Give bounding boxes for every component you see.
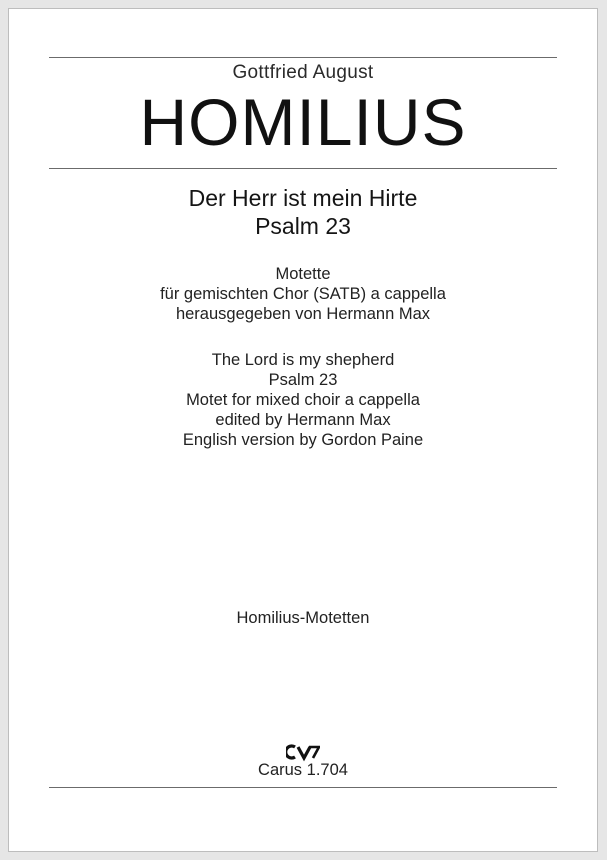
work-title: Der Herr ist mein Hirte	[188, 185, 418, 211]
catalog-number: Carus 1.704	[258, 761, 348, 779]
detail-line: The Lord is my shepherd	[211, 351, 395, 369]
work-title-block	[9, 184, 597, 240]
detail-line: für gemischten Chor (SATB) a cappella	[160, 285, 446, 303]
german-details	[9, 264, 597, 324]
composer-last-name: HOMILIUS	[139, 85, 467, 159]
english-details	[9, 350, 597, 450]
composer-first-names: Gottfried August	[232, 62, 374, 83]
detail-line: herausgegeben von Hermann Max	[175, 305, 431, 323]
detail-line: edited by Hermann Max	[215, 411, 391, 429]
bottom-rule	[49, 787, 557, 788]
detail-line: Psalm 23	[268, 371, 338, 389]
series-name: Homilius-Motetten	[236, 609, 370, 627]
score-cover	[8, 8, 598, 852]
top-rule	[49, 57, 557, 58]
work-subtitle: Psalm 23	[255, 213, 351, 239]
carus-logo-icon	[286, 742, 320, 762]
detail-line: Motette	[275, 265, 331, 283]
detail-line: English version by Gordon Paine	[182, 431, 424, 449]
detail-line: Motet for mixed choir a cappella	[186, 391, 420, 409]
title-rule	[49, 168, 557, 169]
